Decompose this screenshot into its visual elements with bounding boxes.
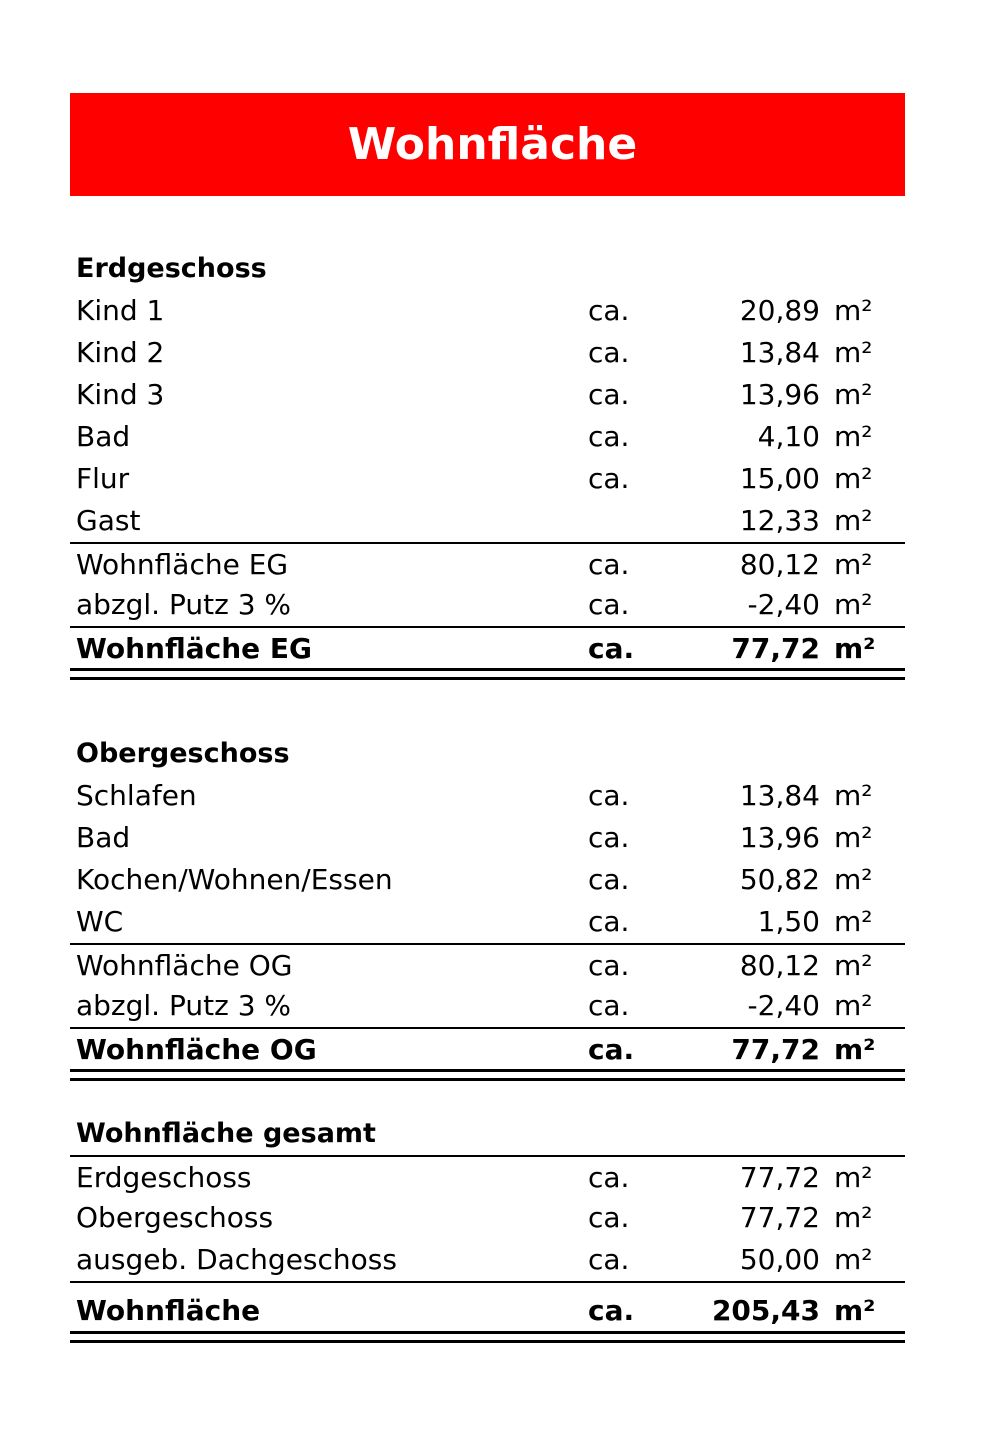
row-value: 80,12 [739,548,820,581]
row-label: ausgeb. Dachgeschoss [76,1243,397,1276]
row-value: 12,33 [739,504,820,537]
table-row [70,1239,905,1281]
row-approx: ca. [588,1161,630,1194]
row-label: Flur [76,462,130,495]
row-unit: m² [834,1033,876,1066]
row-label: Obergeschoss [76,1201,274,1234]
row-approx: ca. [588,632,635,665]
subtotal-row [70,542,905,584]
row-unit: m² [834,504,873,537]
row-label: Wohnfläche EG [76,548,289,581]
table-row [70,775,905,817]
table-row [70,1197,905,1239]
row-approx: ca. [588,420,630,453]
row-value: 80,12 [739,949,820,982]
row-label: WC [76,905,124,938]
row-unit: m² [834,1161,873,1194]
row-approx: ca. [588,1033,635,1066]
row-label: Bad [76,821,131,854]
row-unit: m² [834,779,873,812]
row-unit: m² [834,1294,876,1327]
row-label: Kochen/Wohnen/Essen [76,863,393,896]
row-label: Kind 2 [76,336,165,369]
row-unit: m² [834,548,873,581]
row-value: 205,43 [711,1294,820,1327]
row-value: 50,82 [739,863,820,896]
row-value: 4,10 [757,420,820,453]
deduction-row [70,584,905,626]
row-value: 13,84 [739,336,820,369]
row-approx: ca. [588,863,630,896]
row-unit: m² [834,949,873,982]
row-approx: ca. [588,821,630,854]
table-row [70,1155,905,1197]
page-title: Wohnfläche [347,119,638,170]
table-row [70,290,905,332]
row-unit: m² [834,294,873,327]
row-approx: ca. [588,989,630,1022]
table-row [70,817,905,859]
row-unit: m² [834,632,876,665]
row-label: Bad [76,420,131,453]
table-row [70,374,905,416]
row-unit: m² [834,989,873,1022]
row-label: Wohnfläche OG [76,1033,317,1066]
table-row [70,458,905,500]
row-label: Schlafen [76,779,197,812]
row-value: 20,89 [739,294,820,327]
row-unit: m² [834,905,873,938]
row-value: 15,00 [739,462,820,495]
row-label: Wohnfläche EG [76,632,313,665]
row-approx: ca. [588,294,630,327]
row-value: 13,96 [739,378,820,411]
row-value: 50,00 [739,1243,820,1276]
row-approx: ca. [588,462,630,495]
row-approx: ca. [588,905,630,938]
row-approx: ca. [588,1201,630,1234]
table-row [70,901,905,943]
row-approx: ca. [588,949,630,982]
row-label: Gast [76,504,141,537]
row-approx: ca. [588,1243,630,1276]
deduction-row [70,985,905,1027]
section-heading-obergeschoss: Obergeschoss [76,738,290,769]
row-approx: ca. [588,378,630,411]
row-unit: m² [834,420,873,453]
row-unit: m² [834,462,873,495]
table-row [70,500,905,542]
gesamt-section [70,1113,905,1343]
row-label: Kind 3 [76,378,165,411]
subtotal-row [70,943,905,985]
row-value: 1,50 [757,905,820,938]
row-value: 77,72 [731,632,820,665]
row-unit: m² [834,1201,873,1234]
row-label: Wohnfläche OG [76,949,293,982]
row-value: 77,72 [739,1161,820,1194]
title-banner [70,93,905,196]
table-row [70,416,905,458]
row-label: Kind 1 [76,294,165,327]
row-label: abzgl. Putz 3 % [76,588,292,621]
row-value: 77,72 [731,1033,820,1066]
row-unit: m² [834,378,873,411]
row-label: abzgl. Putz 3 % [76,989,292,1022]
row-label: Erdgeschoss [76,1161,252,1194]
row-value: 13,96 [739,821,820,854]
total-row [70,1281,905,1331]
row-unit: m² [834,1243,873,1276]
section-heading-erdgeschoss: Erdgeschoss [76,253,267,284]
table-row [70,332,905,374]
total-row [70,626,905,668]
row-label: Wohnfläche [76,1294,261,1327]
row-value: 77,72 [739,1201,820,1234]
total-row [70,1027,905,1069]
row-approx: ca. [588,1294,635,1327]
row-value: 13,84 [739,779,820,812]
row-approx: ca. [588,336,630,369]
row-unit: m² [834,821,873,854]
row-unit: m² [834,863,873,896]
row-approx: ca. [588,779,630,812]
row-unit: m² [834,588,873,621]
section-heading-gesamt: Wohnfläche gesamt [76,1118,376,1149]
table-row [70,859,905,901]
row-value: -2,40 [747,588,820,621]
row-value: -2,40 [747,989,820,1022]
obergeschoss-section [70,733,905,1081]
row-approx: ca. [588,548,630,581]
row-unit: m² [834,336,873,369]
erdgeschoss-section [70,248,905,680]
row-approx: ca. [588,588,630,621]
